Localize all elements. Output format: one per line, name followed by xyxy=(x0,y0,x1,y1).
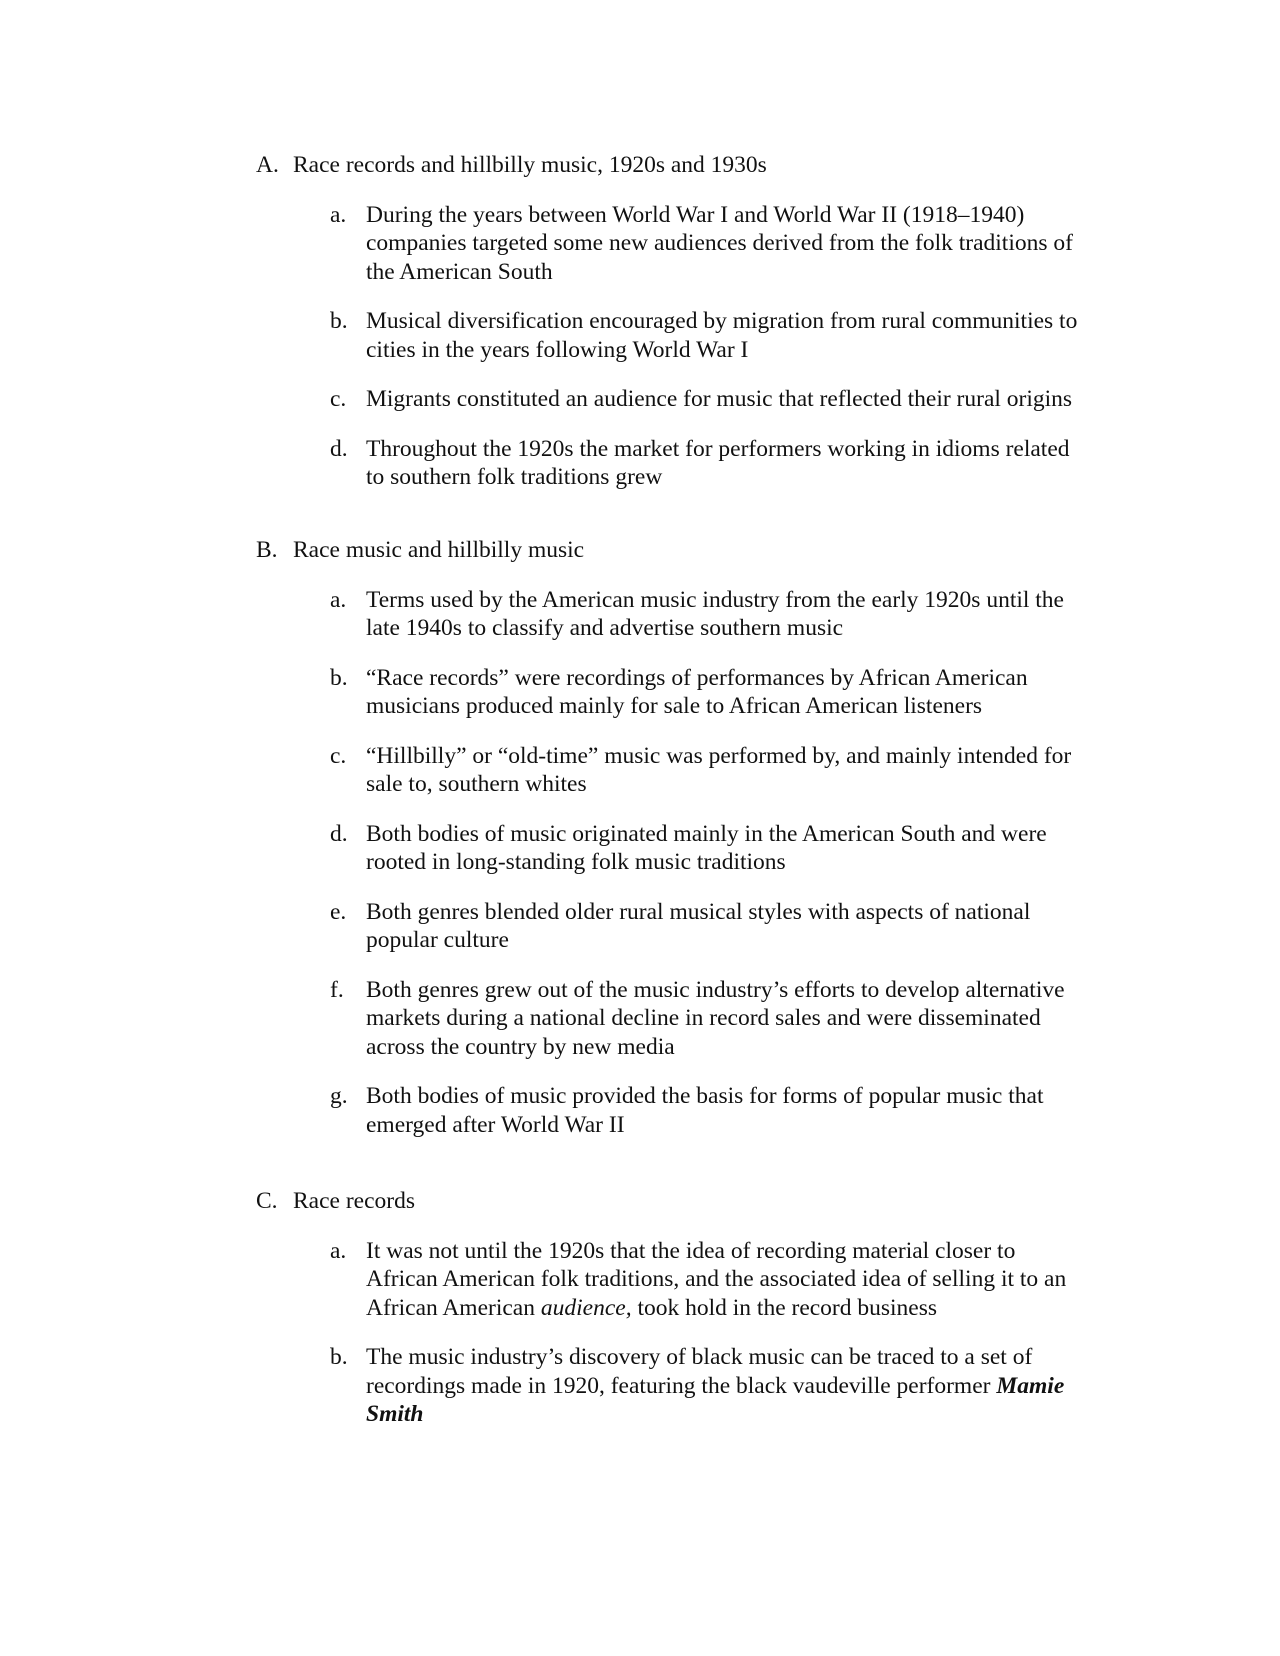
list-item xyxy=(330,1237,1088,1323)
item-text: Both bodies of music provided the basis for forms of popular music that emerged after World War II xyxy=(366,1083,1044,1138)
list-item xyxy=(330,1082,1088,1139)
item-letter: b. xyxy=(330,664,348,691)
item-letter: c. xyxy=(330,742,347,769)
list-item xyxy=(330,1343,1088,1429)
item-text: “Race records” were recordings of performances by African American musicians produced mainly for sale to African American listeners xyxy=(366,664,1028,719)
section-heading xyxy=(256,151,1116,180)
performer-name: Mamie Smith xyxy=(366,1372,1065,1427)
section-letter: C. xyxy=(256,1188,278,1214)
outline-section-b xyxy=(256,536,1116,1160)
item-letter: a. xyxy=(330,586,347,613)
list-item xyxy=(330,664,1088,721)
section-items xyxy=(256,1237,1116,1429)
item-text: During the years between World War I and World War II (1918–1940) companies targeted some new audiences derived from the folk traditions of the American South xyxy=(366,201,1073,285)
item-text: “Hillbilly” or “old-time” music was performed by, and mainly intended for sale to, southern whites xyxy=(366,742,1072,797)
section-items xyxy=(256,586,1116,1140)
item-text-part: It was not until the 1920s that the idea of recording material closer to African American folk traditions, and the associated idea of selling it to an African American xyxy=(366,1237,1067,1321)
item-letter: b. xyxy=(330,308,348,334)
list-item xyxy=(330,976,1088,1062)
item-letter: g. xyxy=(330,1083,348,1109)
section-items xyxy=(256,201,1116,492)
item-letter: d. xyxy=(330,435,348,462)
section-letter: A. xyxy=(256,152,279,178)
list-item xyxy=(330,435,1088,492)
section-heading xyxy=(256,536,1116,565)
item-text: Both bodies of music originated mainly in the American South and were rooted in long-standing folk music traditions xyxy=(366,820,1047,875)
section-title: Race music and hillbilly music xyxy=(293,537,585,563)
item-letter: c. xyxy=(330,386,347,412)
item-text: Both genres grew out of the music industry’s efforts to develop alternative markets during a national decline in record sales and were disseminated across the country by new media xyxy=(366,976,1065,1060)
item-letter: d. xyxy=(330,820,348,847)
item-text-part: took hold in the record business xyxy=(631,1294,938,1321)
list-item xyxy=(330,307,1088,364)
list-item xyxy=(330,201,1088,287)
list-item xyxy=(330,742,1088,799)
item-text: Musical diversification encouraged by migration from rural communities to cities in the years following World War I xyxy=(366,308,1078,363)
section-heading xyxy=(256,1187,1116,1216)
item-text: Both genres blended older rural musical styles with aspects of national popular culture xyxy=(366,898,1031,953)
section-title: Race records xyxy=(293,1188,415,1214)
item-letter: f. xyxy=(330,976,344,1003)
outline-section-c xyxy=(256,1187,1116,1450)
outline-section-a xyxy=(256,151,1116,513)
item-text xyxy=(366,1343,1088,1429)
item-letter: a. xyxy=(330,1237,347,1264)
item-text xyxy=(366,1237,1088,1323)
item-letter: a. xyxy=(330,201,347,228)
emphasized-word: audience, xyxy=(540,1294,632,1321)
item-text: Throughout the 1920s the market for performers working in idioms related to southern folk traditions grew xyxy=(366,435,1070,490)
item-letter: b. xyxy=(330,1344,348,1370)
item-text: Migrants constituted an audience for music that reflected their rural origins xyxy=(366,386,1073,412)
item-letter: e. xyxy=(330,898,347,925)
list-item xyxy=(330,898,1088,955)
item-text-part: The music industry’s discovery of black music can be traced to a set of recordings made in 1920, featuring the black vaudeville performer xyxy=(366,1344,1033,1399)
section-letter: B. xyxy=(256,537,278,563)
section-title: Race records and hillbilly music, 1920s and 1930s xyxy=(293,152,767,178)
list-item xyxy=(330,586,1088,643)
item-text: Terms used by the American music industry from the early 1920s until the late 1940s to classify and advertise southern music xyxy=(366,586,1064,641)
list-item xyxy=(330,820,1088,877)
list-item xyxy=(330,385,1088,414)
